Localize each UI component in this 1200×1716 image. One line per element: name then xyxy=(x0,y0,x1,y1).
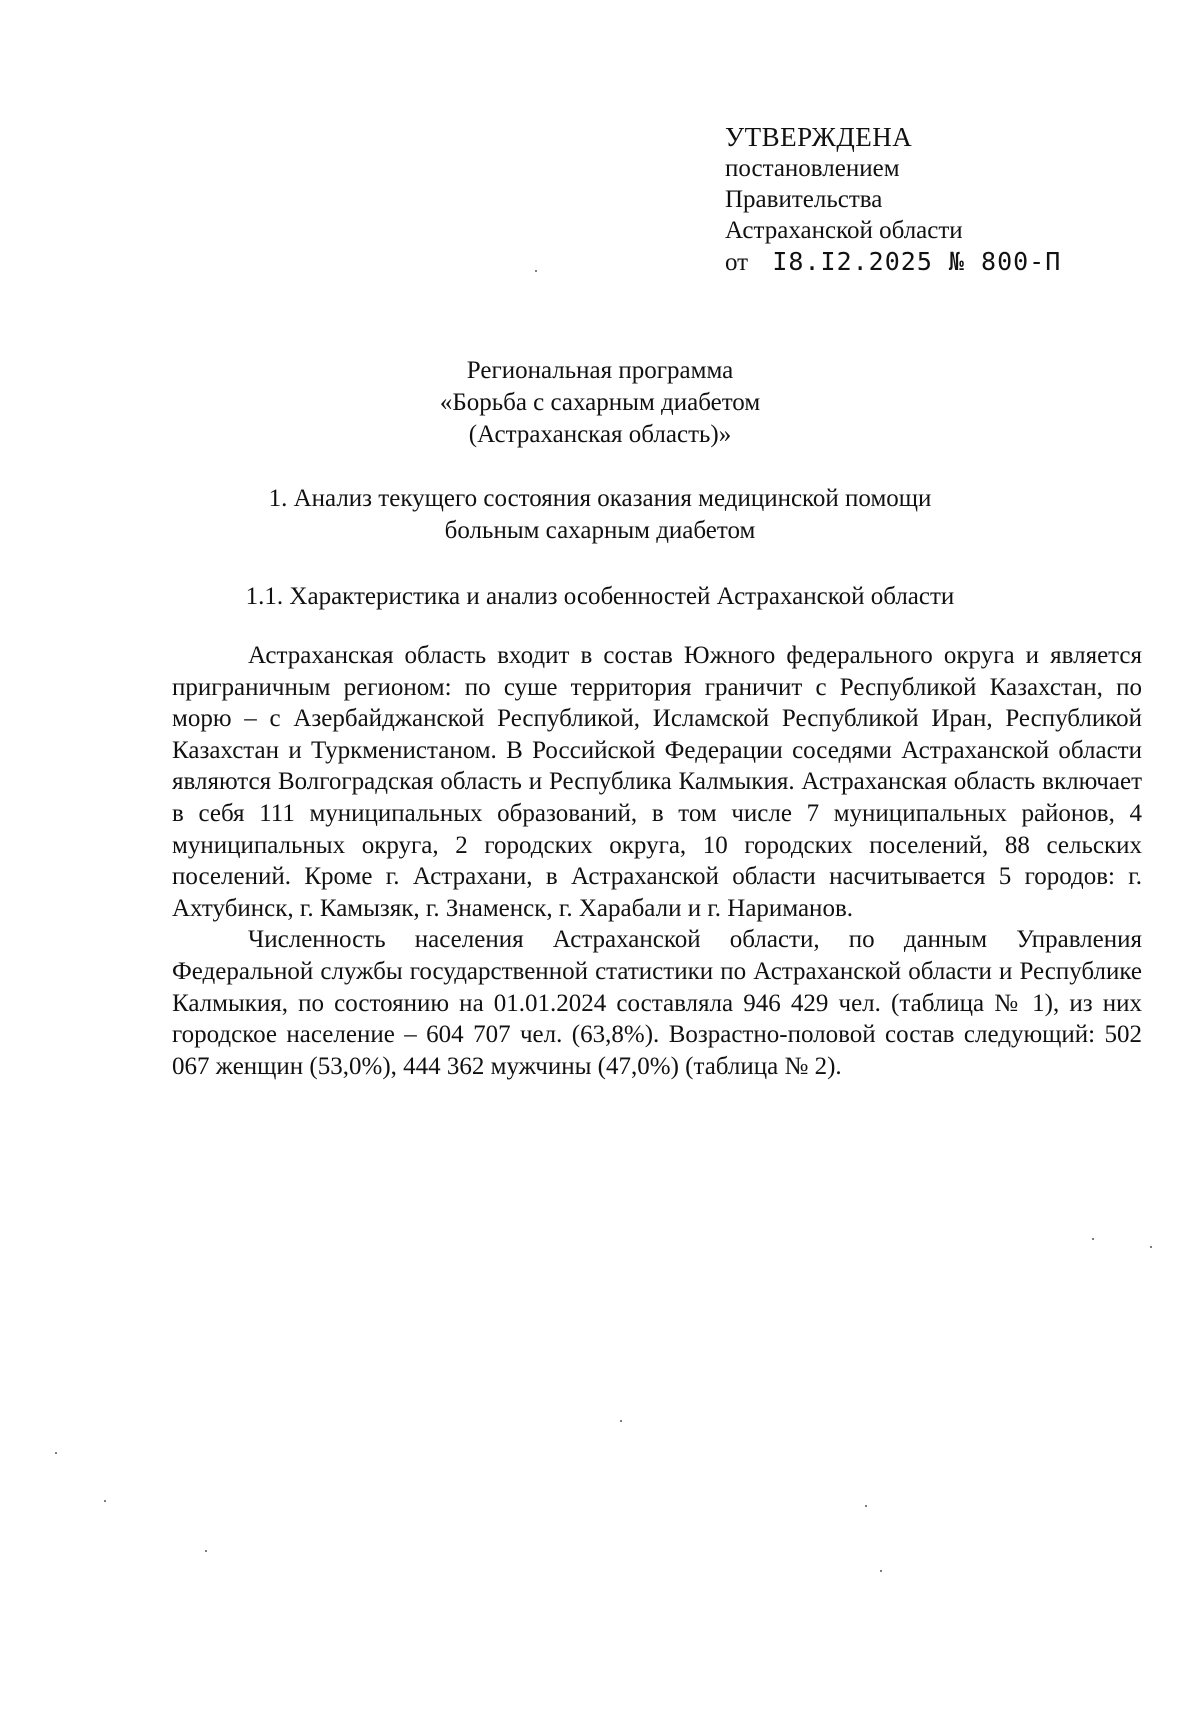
program-title xyxy=(300,355,900,451)
approved-label: УТВЕРЖДЕНА xyxy=(725,122,913,152)
scan-speck xyxy=(620,1420,622,1422)
scan-speck xyxy=(55,1452,57,1454)
approval-government: Правительства xyxy=(725,186,883,213)
subsection-heading: 1.1. Характеристика и анализ особенностей Астраханской области xyxy=(245,583,955,610)
scan-speck xyxy=(865,1505,867,1507)
paragraph-region-overview: Астраханская область входит в состав Южного федерального округа и является приграничным регионом: по суше территория граничит с Республикой Казахстан, по морю – с Азербайджанской Республикой, Исламской Республикой Иран, Республикой Казахстан и Туркменистаном. В Российской Федерации соседями Астраханской области являются Волгоградская область и Республика Калмыкия. Астраханская область включает в себя 111 муниципальных образований, в том числе 7 муниципальных районов, 4 муниципальных округа, 2 городских округа, 10 городских поселений, 88 сельских поселений. Кроме г. Астрахани, в Астраханской области насчитывается 5 городов: г. Ахтубинск, г. Камызяк, г. Знаменск, г. Харабали и г. Нариманов. xyxy=(172,642,1142,922)
approval-stamp xyxy=(725,122,1145,278)
scan-speck xyxy=(1150,1246,1152,1248)
scan-speck xyxy=(1092,1238,1094,1240)
paragraph-population: Численность населения Астраханской области, по данным Управления Федеральной службы государственной статистики по Астраханской области и Республике Калмыкия, по состоянию на 01.01.2024 составляла 946 429 чел. (таблица № 1), из них городское население – 604 707 чел. (63,8%). Возрастно-половой состав следующий: 502 067 женщин (53,0%), 444 362 мужчины (47,0%) (таблица № 2). xyxy=(172,926,1142,1080)
program-title-line-2: «Борьба с сахарным диабетом xyxy=(439,389,761,416)
scan-speck xyxy=(535,270,537,272)
approval-region: Астраханской области xyxy=(725,217,963,244)
program-title-line-3: (Астраханская область)» xyxy=(468,421,732,448)
section-heading-line-1: 1. Анализ текущего состояния оказания медицинской помощи xyxy=(268,485,932,512)
approval-date-number xyxy=(725,246,1145,278)
section-heading xyxy=(170,483,1030,547)
scan-speck xyxy=(880,1570,882,1572)
section-heading-line-2: больным сахарным диабетом xyxy=(444,517,756,544)
program-title-line-1: Региональная программа xyxy=(466,357,734,384)
body-text xyxy=(172,640,1142,1082)
scan-speck xyxy=(104,1500,106,1502)
scan-speck xyxy=(205,1550,207,1552)
approval-stamp-value: I8.I2.2025 № 800-П xyxy=(772,247,1062,276)
approval-from-label: от xyxy=(725,249,749,276)
approval-resolution: постановлением xyxy=(725,155,900,182)
